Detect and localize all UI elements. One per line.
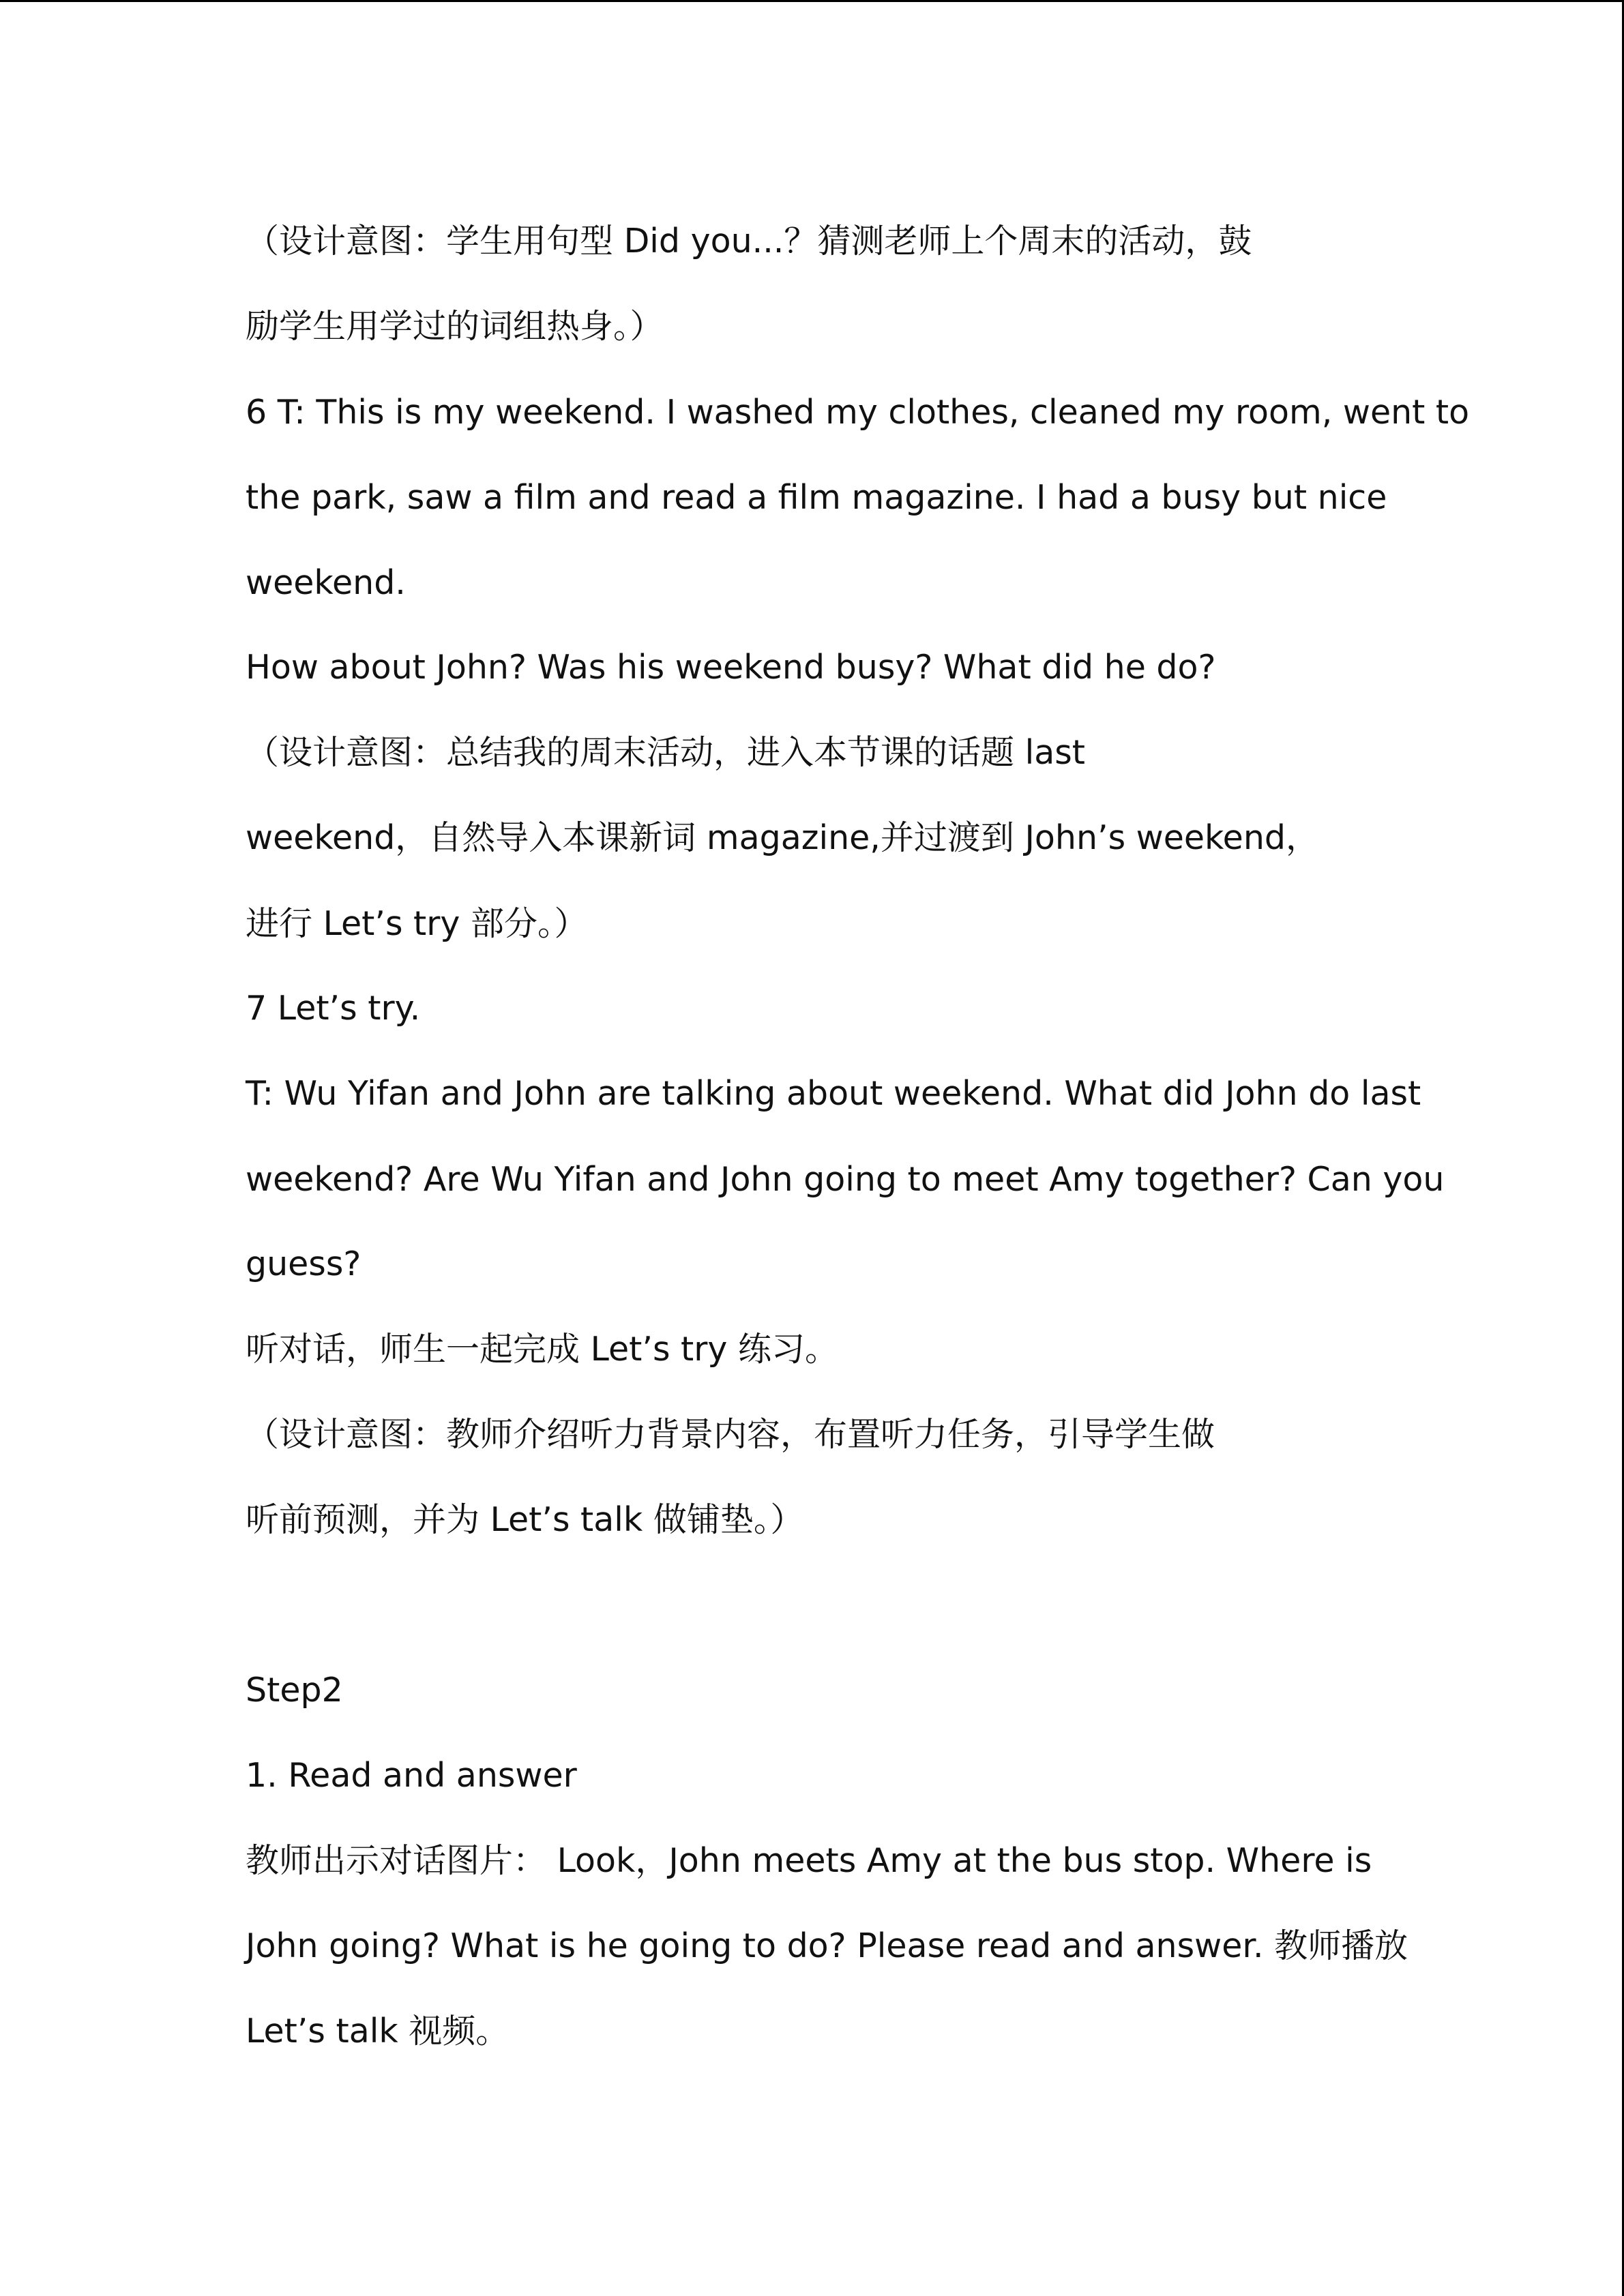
step-2-heading: Step2 — [246, 1671, 343, 1710]
item-6-line-2: the park, saw a film and read a film magazine. I had a busy but nice — [246, 478, 1387, 517]
design-intent-note-2-line-2: weekend，自然导入本课新词 magazine,并过渡到 John’s weekend， — [246, 818, 1319, 857]
step-2-line-3: Let’s talk 视频。 — [246, 2012, 510, 2051]
read-and-answer-heading: 1. Read and answer — [246, 1756, 577, 1795]
design-intent-note-2-line-1: （设计意图：总结我的周末活动，进入本节课的话题 last — [246, 733, 1085, 772]
item-7-line-2: weekend? Are Wu Yifan and John going to meet Amy together? Can you — [246, 1160, 1445, 1199]
step-2-line-2: John going? What is he going to do? Please read and answer. 教师播放 — [246, 1926, 1408, 1965]
design-intent-note-2-line-3: 进行 Let’s try 部分。） — [246, 904, 588, 943]
item-7-heading: 7 Let’s try. — [246, 989, 421, 1028]
step-2-line-1: 教师出示对话图片： Look，John meets Amy at the bus stop. Where is — [246, 1841, 1372, 1880]
design-intent-note-1-line-2: 励学生用学过的词组热身。） — [246, 307, 664, 346]
item-7-line-1: T: Wu Yifan and John are talking about weekend. What did John do last — [246, 1074, 1421, 1113]
item-7-instruction: 听对话，师生一起完成 Let’s try 练习。 — [246, 1330, 838, 1369]
item-6-question-line: How about John? Was his weekend busy? What did he do? — [246, 648, 1216, 687]
design-intent-note-3-line-2: 听前预测，并为 Let’s talk 做铺垫。） — [246, 1500, 804, 1539]
item-6-line-3: weekend. — [246, 563, 406, 602]
item-6-line-1: 6 T: This is my weekend. I washed my clothes, cleaned my room, went to — [246, 393, 1470, 432]
design-intent-note-1-line-1: （设计意图：学生用句型 Did you...？猜测老师上个周末的活动，鼓 — [246, 222, 1252, 260]
item-7-line-3: guess? — [246, 1244, 361, 1283]
design-intent-note-3-line-1: （设计意图：教师介绍听力背景内容，布置听力任务，引导学生做 — [246, 1415, 1215, 1454]
